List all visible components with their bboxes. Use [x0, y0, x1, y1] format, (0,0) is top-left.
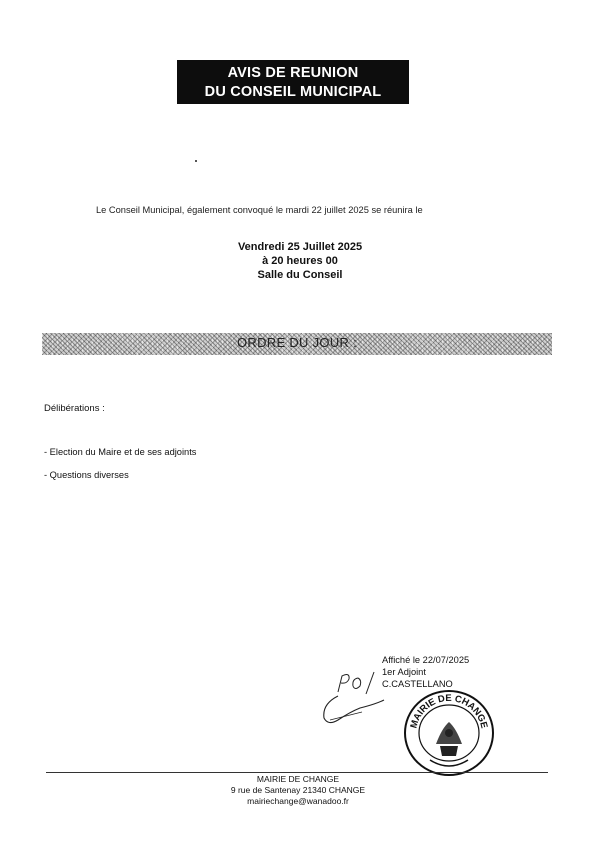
agenda-banner [42, 333, 552, 355]
meeting-details [150, 240, 450, 282]
footer-email: mairiechange@wanadoo.fr [247, 796, 349, 806]
footer-address [148, 774, 448, 807]
notice-title-line2: DU CONSEIL MUNICIPAL [204, 84, 382, 100]
agenda-item: - Questions diverses [44, 470, 129, 480]
signature [316, 690, 388, 730]
meeting-time: à 20 heures 00 [262, 255, 338, 267]
posting-date: Affiché le 22/07/2025 [382, 655, 470, 665]
town-hall-seal [400, 686, 498, 778]
notice-title-box [177, 60, 409, 104]
footer-line2: 9 rue de Santenay 21340 CHANGE [230, 785, 366, 795]
posting-name: C.CASTELLANO [382, 679, 453, 689]
scan-speck [195, 160, 197, 162]
agenda-item: - Election du Maire et de ses adjoints [44, 447, 197, 457]
notice-title-line1: AVIS DE REUNION [227, 65, 359, 81]
intro-sentence: Le Conseil Municipal, également convoqué le mardi 22 juillet 2025 se réunira le [96, 205, 423, 215]
posting-role: 1er Adjoint [382, 667, 426, 677]
seal-text: MAIRIE DE CHANGE [408, 692, 490, 730]
footer-line1: MAIRIE DE CHANGE [256, 774, 340, 784]
deliberations-label: Délibérations : [44, 403, 105, 414]
meeting-date: Vendredi 25 Juillet 2025 [237, 241, 363, 253]
footer-divider [46, 772, 548, 773]
posting-block [382, 654, 469, 690]
agenda-title: ORDRE DU JOUR : [236, 335, 358, 350]
meeting-place: Salle du Conseil [257, 269, 343, 281]
